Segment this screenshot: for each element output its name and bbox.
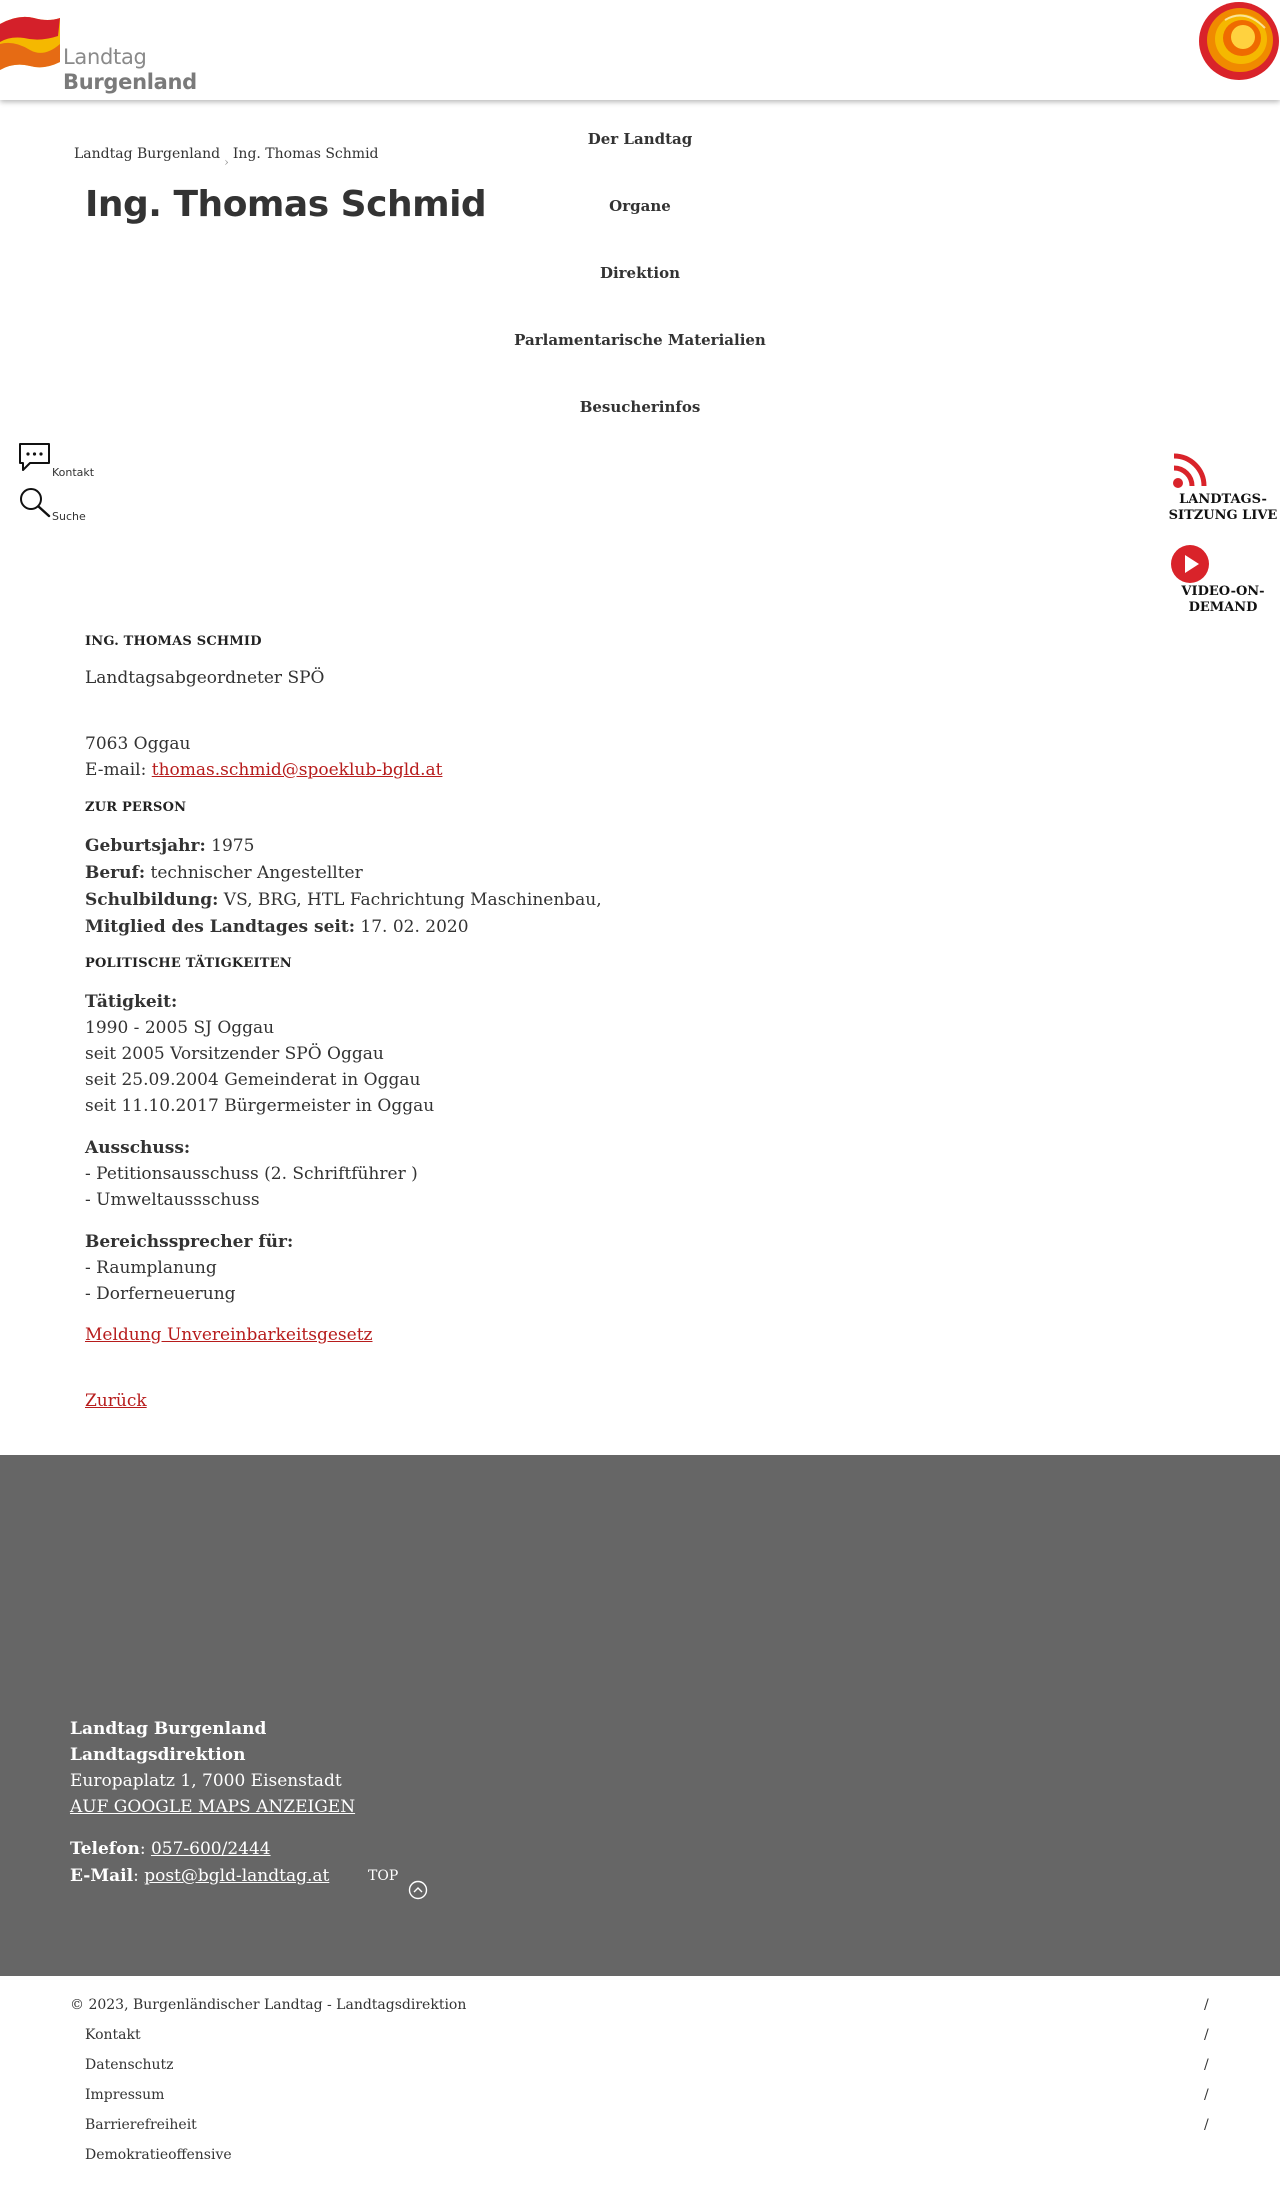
- contact-tool[interactable]: [18, 442, 95, 479]
- politics-heading: POLITISCHE TÄTIGKEITEN: [85, 956, 292, 971]
- phone-link[interactable]: 057-600/2444: [150, 1839, 271, 1859]
- nav-item-besucherinfos[interactable]: Besucherinfos: [579, 398, 701, 416]
- person-heading: ZUR PERSON: [85, 800, 187, 815]
- google-maps-link[interactable]: AUF GOOGLE MAPS ANZEIGEN: [70, 1797, 356, 1817]
- back-link[interactable]: Zurück: [85, 1391, 147, 1411]
- activity-item: seit 11.10.2017 Bürgermeister in Oggau: [85, 1096, 435, 1116]
- footer: [0, 1455, 1280, 1976]
- nav-item-organe[interactable]: Organe: [609, 197, 671, 215]
- copyright: © 2023, Burgenländischer Landtag - Landtagsdirektion: [70, 1997, 467, 2013]
- page-title: Ing. Thomas Schmid: [85, 184, 487, 225]
- link-separator: /: [1204, 1997, 1209, 2013]
- job-label: Beruf:: [85, 863, 146, 883]
- breadcrumb-current: Ing. Thomas Schmid: [232, 146, 379, 162]
- nav-item-der-landtag[interactable]: Der Landtag: [587, 130, 693, 148]
- activity-item: seit 25.09.2004 Gemeinderat in Oggau: [85, 1070, 421, 1090]
- footer-dept: Landtagsdirektion: [70, 1745, 246, 1765]
- back-line: [85, 1391, 147, 1411]
- footer-maps-line: [70, 1797, 355, 1817]
- search-tool[interactable]: [18, 486, 86, 523]
- footer-link-impressum[interactable]: Impressum: [85, 2087, 165, 2103]
- link-separator: /: [1204, 2087, 1209, 2103]
- link-separator: /: [1204, 2117, 1209, 2133]
- school-line: [85, 890, 602, 910]
- school-label: Schulbildung:: [85, 890, 219, 910]
- contact-label: Kontakt: [52, 466, 95, 479]
- job-line: [85, 863, 363, 883]
- birth-year-value: 1975: [211, 836, 255, 856]
- footer-email-link[interactable]: post@bgld-landtag.at: [144, 1866, 330, 1886]
- breadcrumb-home-link[interactable]: Landtag Burgenland: [74, 146, 221, 162]
- site-header: [0, 0, 1280, 100]
- flag-icon: [0, 14, 62, 78]
- footer-org: Landtag Burgenland: [70, 1719, 267, 1739]
- vod-label-2: DEMAND: [1188, 600, 1258, 615]
- logo-text-landtag: Landtag: [63, 45, 147, 69]
- rss-icon: [1170, 452, 1210, 490]
- footer-link-kontakt[interactable]: Kontakt: [85, 2027, 141, 2043]
- logo-text-burgenland: Burgenland: [63, 70, 197, 94]
- burgenland-sun-logo-icon[interactable]: [1195, 0, 1280, 84]
- profile-role: Landtagsabgeordneter SPÖ: [85, 668, 325, 688]
- member-since-value: 17. 02. 2020: [360, 917, 469, 937]
- member-since-label: Mitglied des Landtages seit:: [85, 917, 355, 937]
- profile-address: 7063 Oggau: [85, 734, 191, 754]
- footer-email-label: E-Mail: [70, 1866, 134, 1886]
- birth-year-line: [85, 836, 254, 856]
- breadcrumb-separator: ›: [224, 155, 229, 169]
- search-icon: [18, 486, 52, 518]
- incompatibility-link[interactable]: Meldung Unvereinbarkeitsgesetz: [85, 1325, 373, 1345]
- spokesperson-item: - Dorferneuerung: [85, 1284, 236, 1304]
- committee-label: Ausschuss:: [85, 1138, 191, 1158]
- chevron-up-circle-icon[interactable]: [408, 1880, 428, 1900]
- profile-email-line: [85, 760, 442, 780]
- link-separator: /: [1204, 2057, 1209, 2073]
- birth-year-label: Geburtsjahr:: [85, 836, 206, 856]
- email-label: E-mail:: [85, 760, 147, 780]
- spokesperson-label: Bereichssprecher für:: [85, 1232, 294, 1252]
- activity-item: seit 2005 Vorsitzender SPÖ Oggau: [85, 1044, 384, 1064]
- profile-heading: ING. THOMAS SCHMID: [85, 634, 262, 649]
- chat-bubble-icon: [18, 442, 52, 474]
- phone-label: Telefon: [70, 1839, 140, 1859]
- job-value: technischer Angestellter: [150, 863, 363, 883]
- nav-item-parlamentarische-materialien[interactable]: Parlamentarische Materialien: [514, 331, 766, 349]
- link-separator: /: [1204, 2027, 1209, 2043]
- live-session-label-1: LANDTAGS-: [1179, 492, 1267, 507]
- activity-item: 1990 - 2005 SJ Oggau: [85, 1018, 275, 1038]
- back-to-top-link[interactable]: TOP: [368, 1868, 399, 1884]
- footer-phone-line: Telefon: 057-600/2444: [70, 1839, 271, 1859]
- nav-item-direktion[interactable]: Direktion: [599, 264, 681, 282]
- vod-label-1: VIDEO-ON-: [1181, 584, 1265, 599]
- profile-email-link[interactable]: thomas.schmid@spoeklub-bgld.at: [151, 760, 443, 780]
- site-logo[interactable]: [0, 14, 197, 94]
- breadcrumb: [74, 146, 379, 169]
- play-icon: [1170, 544, 1212, 586]
- committee-item: - Petitionsausschuss (2. Schriftführer ): [85, 1164, 418, 1184]
- live-session-label-2: SITZUNG LIVE: [1168, 508, 1278, 523]
- spokesperson-item: - Raumplanung: [85, 1258, 217, 1278]
- committee-item: - Umweltaussschuss: [85, 1190, 260, 1210]
- school-value: VS, BRG, HTL Fachrichtung Maschinenbau,: [223, 890, 602, 910]
- footer-link-barrierefreiheit[interactable]: Barrierefreiheit: [85, 2117, 197, 2133]
- footer-email-line: E-Mail: post@bgld-landtag.at: [70, 1866, 330, 1886]
- footer-link-datenschutz[interactable]: Datenschutz: [85, 2057, 174, 2073]
- activity-label: Tätigkeit:: [85, 992, 178, 1012]
- incompatibility-line: [85, 1325, 373, 1345]
- footer-address: Europaplatz 1, 7000 Eisenstadt: [70, 1771, 342, 1791]
- footer-link-demokratieoffensive[interactable]: Demokratieoffensive: [85, 2147, 232, 2163]
- search-label: Suche: [52, 510, 86, 523]
- member-since-line: [85, 917, 469, 937]
